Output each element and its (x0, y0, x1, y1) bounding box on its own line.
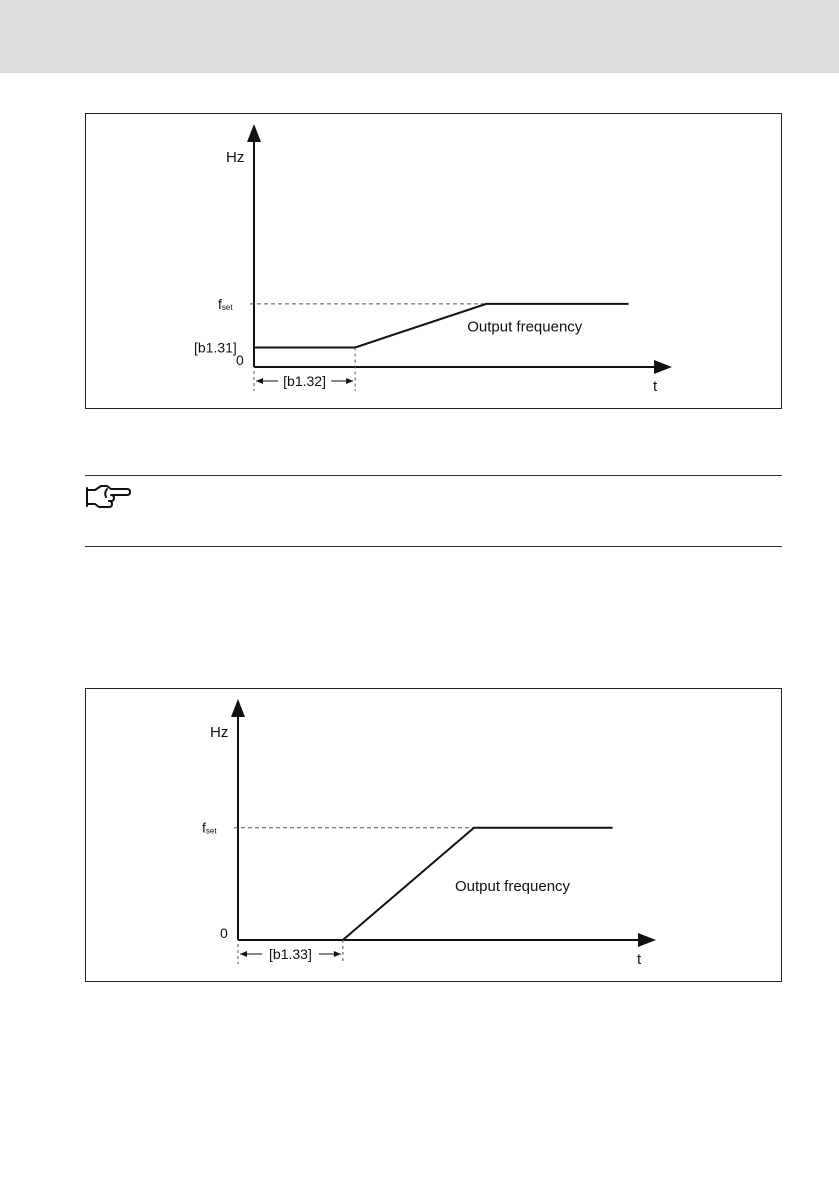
x-axis-arrowhead (638, 933, 656, 947)
x-axis-label: t (637, 951, 642, 968)
pointing-hand-icon (85, 482, 131, 510)
interval-arrowhead-left (240, 951, 247, 957)
interval-arrowhead-right (346, 378, 353, 384)
y-tick-label-zero: 0 (236, 352, 244, 368)
interval-label: [b1.33] (269, 946, 312, 962)
y-tick-label-fset: fset (218, 295, 233, 312)
y-tick-label-fset: fset (202, 819, 217, 836)
interval-arrowhead-left (256, 378, 263, 384)
y-tick-label-fset-subscript: set (221, 302, 233, 312)
y-axis-label: Hz (226, 149, 245, 166)
x-axis-arrowhead (654, 360, 672, 374)
interval-arrowhead-right (334, 951, 341, 957)
figure-delayed-start-chart (85, 688, 782, 982)
interval-label: [b1.32] (283, 373, 326, 389)
y-axis-arrowhead (247, 124, 261, 142)
y-tick-label-fset-subscript: set (205, 826, 217, 836)
series-label-output-frequency: Output frequency (467, 318, 583, 336)
chart-1-svg (86, 114, 783, 410)
y-axis-label: Hz (210, 724, 229, 741)
note-block (85, 475, 782, 547)
y-tick-label-zero: 0 (220, 925, 228, 941)
y-axis-arrowhead (231, 699, 245, 717)
y-tick-label-start-frequency: [b1.31] (194, 339, 237, 356)
figure-startup-frequency-chart (85, 113, 782, 409)
chart-2-svg (86, 689, 783, 983)
page-header-band (0, 0, 839, 73)
series-label-output-frequency: Output frequency (454, 878, 571, 896)
x-axis-label: t (653, 378, 658, 395)
